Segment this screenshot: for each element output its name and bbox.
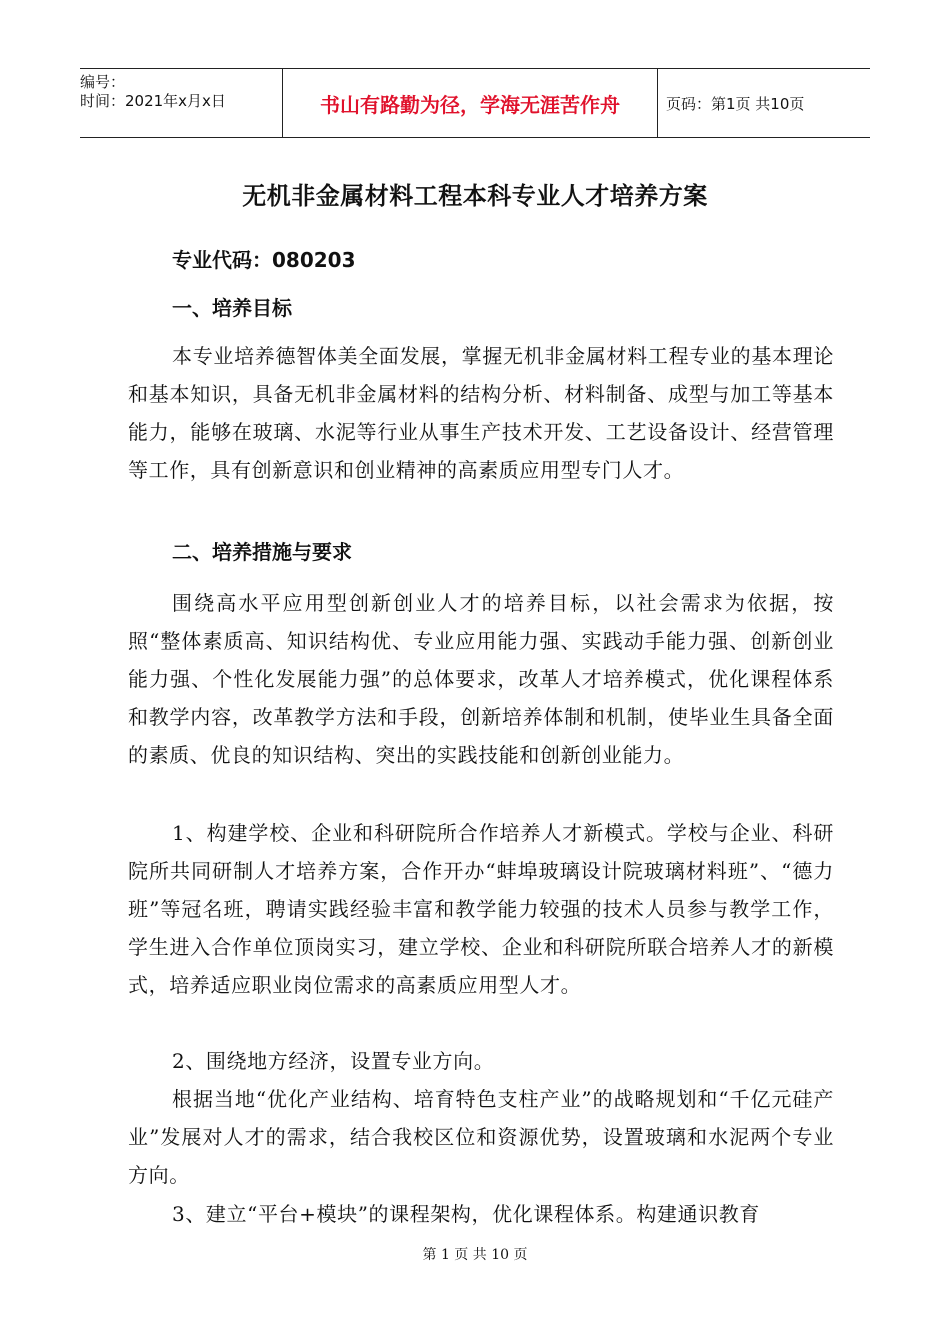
- item3-paragraph: 3、建立“平台+模块”的课程架构，优化课程体系。构建通识教育: [172, 1202, 760, 1226]
- item2-paragraph: 根据当地“优化产业结构、培育特色支柱产业”的战略规划和“千亿元硅产业”发展对人才的需求，结合我校区位和资源优势，设置玻璃和水泥两个专业方向。: [128, 1087, 834, 1187]
- item1-paragraph: 1、构建学校、企业和科研院所合作培养人才新模式。学校与企业、科研院所共同研制人才培养方案，合作开办“蚌埠玻璃设计院玻璃材料班”、“德力班”等冠名班，聘请实践经验丰富和教学能力较强的技术人员参与教学工作，学生进入合作单位顶岗实习，建立学校、企业和科研院所联合培养人才的新模式，培养适应职业岗位需求的高素质应用型人才。: [128, 821, 834, 997]
- item2-heading: 2、围绕地方经济，设置专业方向。: [172, 1049, 495, 1073]
- date-label: 时间：2021年x月x日: [80, 92, 226, 110]
- document-title: 无机非金属材料工程本科专业人才培养方案: [242, 182, 708, 210]
- section1-heading: 一、培养目标: [172, 296, 292, 320]
- header-table: [80, 68, 870, 138]
- section2-paragraph: 围绕高水平应用型创新创业人才的培养目标，以社会需求为依据，按照“整体素质高、知识结构优、专业应用能力强、实践动手能力强、创新创业能力强、个性化发展能力强”的总体要求，改革人才培养模式，优化课程体系和教学内容，改革教学方法和手段，创新培养体制和机制，使毕业生具备全面的素质、优良的知识结构、突出的实践技能和创新创业能力。: [128, 591, 834, 767]
- page-footer: 第 1 页 共 10 页: [422, 1247, 528, 1263]
- section1-paragraph: 本专业培养德智体美全面发展，掌握无机非金属材料工程专业的基本理论和基本知识，具备无机非金属材料的结构分析、材料制备、成型与加工等基本能力，能够在玻璃、水泥等行业从事生产技术开发、工艺设备设计、经营管理等工作，具有创新意识和创业精神的高素质应用型专门人才。: [128, 344, 834, 482]
- section2-heading: 二、培养措施与要求: [172, 540, 352, 564]
- page-info: 页码：第1页 共10页: [666, 94, 805, 113]
- serial-label: 编号：: [80, 73, 126, 91]
- motto: 书山有路勤为径，学海无涯苦作舟: [282, 69, 658, 137]
- major-code: 专业代码：080203: [172, 248, 356, 272]
- header-left-cell: [80, 69, 280, 141]
